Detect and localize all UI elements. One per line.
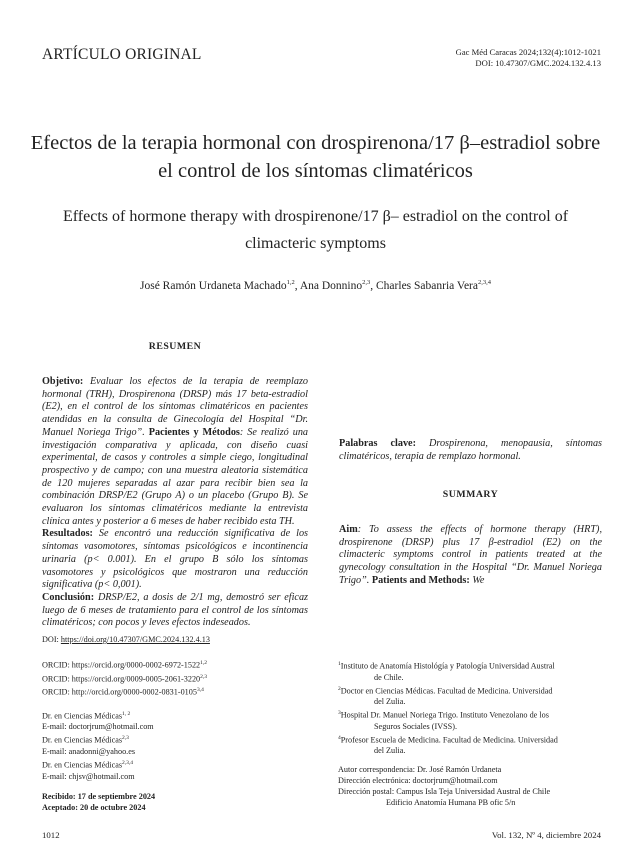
resumen-heading: RESUMEN bbox=[148, 341, 202, 352]
doi-label: DOI: bbox=[42, 635, 61, 644]
author-affiliation: 1,2 bbox=[286, 279, 295, 286]
affiliation: $^4$Profesor Escuela de Medicina. Facultad de Medicina. Universidad del Zulia. bbox=[338, 734, 558, 756]
resultados-text: Se encontró una reducción significativa de los síntomas vasomotores, síntomas psicológicos e incontinencia urinaria (p< 0.001). En el grupo B sólo los síntomas vasomotores y psicológicos que mostraron una reducción significativa (p< 0,001). bbox=[42, 528, 309, 591]
contact-degree: Dr. en Ciencias Médicas$^{2,3,4}$ bbox=[42, 759, 134, 770]
citation-doi: DOI: 10.47307/GMC.2024.132.4.13 bbox=[475, 58, 601, 68]
orcid-line: ORCID: https://orcid.org/0000-0002-6972-1522$^{1,2}$ bbox=[42, 659, 208, 670]
author-affiliation: 2,3 bbox=[362, 279, 371, 286]
metodos-text: : Se realizó una investigación comparativa y aplicada, con diseño cuasi experimental, de casos y controles a simple ciego, longitudinal prospectivo y de campo; con una muestra aleatoria sistemática de 120 mujeres separadas al azar para recibir bien sea la combinación DRSP/E2 (Grupo A) o un placebo (Grupo B). Se evaluaron los síntomas climatéricos mediante la entrevista clínica antes y posterior a 6 meses de haber recibido esta TH. bbox=[42, 426, 309, 527]
metodos-label: Pacientes y Métodos bbox=[148, 426, 240, 438]
resumen-body bbox=[42, 376, 308, 630]
resultados-label: Resultados: bbox=[42, 528, 93, 540]
title-spanish: Efectos de la terapia hormonal con drospirenona/17 β–estradiol sobre el control de los síntomas climatéricos bbox=[30, 132, 601, 182]
corr-email: Dirección electrónica: doctorjrum@hotmail.com bbox=[338, 776, 498, 786]
corr-author: Autor correspondencia: Dr. José Ramón Urdaneta bbox=[338, 765, 502, 775]
summary-heading: SUMMARY bbox=[442, 489, 499, 500]
title-english: Effects of hormone therapy with drospirenone/17 β– estradiol on the control of climacteric symptoms bbox=[62, 208, 569, 252]
received-date: Recibido: 17 de septiembre 2024 bbox=[42, 792, 156, 802]
conclusion-text: DRSP/E2, a dosis de 2/1 mg, demostró ser eficaz luego de 6 meses de tratamiento para el control de los síntomas climatéricos; con pocos y leves efectos indeseados. bbox=[42, 591, 308, 629]
citation-journal: Gac Méd Caracas 2024;132(4):1012-1021 bbox=[455, 47, 601, 57]
aim-label: Aim bbox=[339, 524, 358, 535]
keywords-text: Drospirenona, menopausia, síntomas climatéricos, terapia de remplazo hormonal. bbox=[339, 438, 603, 462]
objetivo-label: Objetivo: bbox=[42, 376, 84, 387]
affiliation: $^3$Hospital Dr. Manuel Noriega Trigo. Instituto Venezolano de los Seguros Sociales (IVSS). bbox=[338, 710, 549, 731]
keywords-label: Palabras clave: bbox=[339, 438, 416, 449]
methods-text: We bbox=[472, 574, 485, 586]
conclusion-label: Conclusión: bbox=[42, 591, 95, 603]
accepted-date: Aceptado: 20 de octubre 2024 bbox=[42, 803, 146, 813]
corr-postal: Dirección postal: Campus Isla Teja Universidad Austral de Chile bbox=[338, 787, 551, 796]
orcid-line: ORCID: http://orcid.org/0000-0002-0831-0105$^{3,4}$ bbox=[42, 687, 204, 697]
author-name: Charles Sabanria Vera bbox=[376, 279, 478, 292]
affiliation: $^2$Doctor en Ciencias Médicas. Facultad de Medicina. Universidad del Zulia. bbox=[338, 685, 553, 707]
aim-text: : To assess the effects of hormone therapy (HRT), drospirenone (DRSP) plus 17 β-estradiol (E2) on the climacteric symptoms control in patients treated at the gynecology consultation in the Hospital “Dr. Manuel Noriega Trigo”. bbox=[339, 524, 602, 586]
author-name: Ana Donnino bbox=[299, 279, 363, 292]
author-name: José Ramón Urdaneta Machado bbox=[140, 279, 287, 292]
corr-postal-cont: Edificio Anatomía Humana PB ofic 5/n bbox=[386, 797, 516, 807]
citation bbox=[456, 47, 601, 69]
correspondence bbox=[338, 765, 603, 809]
contact-email: E-mail: chjsv@hotmail.com bbox=[42, 771, 135, 781]
doi-link[interactable]: https://doi.org/10.47307/GMC.2024.132.4.13 bbox=[60, 635, 210, 644]
contact-email: E-mail: doctorjrum@hotmail.com bbox=[42, 722, 154, 732]
section-label: ARTÍCULO ORIGINAL bbox=[42, 46, 202, 63]
contact-degree: Dr. en Ciencias Médicas$^{1, 2}$ bbox=[42, 710, 131, 721]
page-number: 1012 bbox=[42, 830, 60, 840]
contact-email: E-mail: anadonni@yahoo.es bbox=[42, 747, 136, 757]
footnotes-left bbox=[42, 635, 322, 820]
keywords bbox=[339, 438, 602, 463]
contact-degree: Dr. en Ciencias Médicas$^{2,3}$ bbox=[42, 735, 129, 746]
summary-body bbox=[339, 524, 602, 588]
methods-label: Patients and Methods: bbox=[371, 574, 470, 586]
footnotes-right bbox=[338, 659, 603, 809]
orcid-line: ORCID: https://orcid.org/0009-0005-2061-3220$^{2,3}$ bbox=[42, 673, 208, 684]
author-affiliation: 2,3,4 bbox=[478, 279, 491, 286]
volume-info: Vol. 132, Nº 4, diciembre 2024 bbox=[491, 830, 601, 840]
affiliation: $^1$Instituto de Anatomía Histológía y Patología Universidad Austral de Chile. bbox=[338, 661, 555, 682]
objetivo-text: Evaluar los efectos de la terapia de reemplazo hormonal (TRH), Drospirenona (DRSP) más 17 beta-estradiol (E2), en el control de los síntomas climatéricos en pacientes atendidas en la consulta de Ginecología del Hospital “Dr. Manuel Noriega Trigo”. bbox=[42, 376, 309, 438]
author-list: José Ramón Urdaneta Machado$^{1,2}$, Ana Donnino$^{2,3}$, Charles Sabanria Vera$^{2,3,4}$ bbox=[140, 279, 491, 292]
